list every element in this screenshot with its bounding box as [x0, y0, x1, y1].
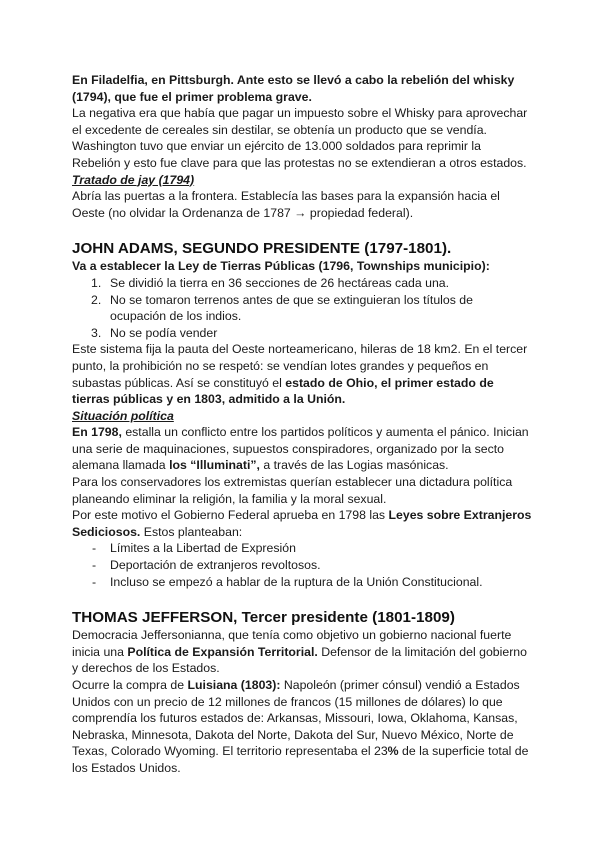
whisky-rebellion-bold: En Filadelfia, en Pittsburgh. Ante esto se llevó a cabo la rebelión del whisky (1794), que fue el primer problema grave.	[72, 73, 515, 104]
louisiana-text-body: Napoleón (primer cónsul) vendió a Estados Unidos con un precio de 12 millones de francos (15 millones de dólares) lo que comprendía los futuros estados de: Arkansas, Missouri, Iowa, Oklahoma, Kansas, Nebraska, Minnesota, Dakota del Norte, Dakota del Sur, Nuevo México, Norte de Texas, Colorado Wyoming. El territorio representaba el 23	[72, 678, 520, 759]
jefferson-heading: THOMAS JEFFERSON, Tercer presidente (1801-1809)	[72, 609, 455, 627]
public-lands-law-heading	[72, 258, 532, 275]
democracy-text-end: Defensor de la limitación del gobierno y derechos de los Estados.	[72, 644, 527, 676]
list-item	[72, 557, 532, 574]
list-number: 3.	[91, 325, 102, 340]
louisiana-text-end: de la superficie total de los Estados Unidos.	[72, 744, 529, 775]
dash-bullet: -	[92, 541, 97, 556]
list-number: 1.	[91, 275, 102, 290]
document-page	[72, 72, 532, 777]
sedition-laws-paragraph	[72, 507, 532, 540]
list-item-text: No se podía vender	[110, 325, 218, 340]
sedition-laws-bold: Leyes sobre Extranjeros Sediciosos.	[72, 508, 532, 539]
democracy-text: Democracia Jeffersonianna, que tenía como objetivo un gobierno nacional fuerte inicia una	[72, 628, 512, 659]
expansion-policy-bold: Política de Expansión Territorial.	[127, 644, 318, 659]
ohio-paragraph	[72, 341, 532, 407]
list-number: 2.	[91, 292, 102, 307]
list-item	[72, 540, 532, 557]
louisiana-purchase-paragraph	[72, 677, 532, 777]
conflict-paragraph	[72, 424, 532, 474]
ohio-text: Este sistema fija la pauta del Oeste norteamericano, hileras de 18 km2. En el tercer punto, la prohibición no se respetó: se vendían lotes grandes y pequeños en subastas públicas. Así se constituyó el	[72, 342, 528, 390]
list-item	[72, 325, 532, 342]
jeffersonian-democracy-paragraph	[72, 627, 532, 677]
list-item-text: Se dividió la tierra en 36 secciones de 26 hectáreas cada una.	[110, 275, 450, 290]
public-lands-list	[72, 275, 532, 341]
list-item	[72, 574, 532, 591]
whisky-rebellion-summary	[72, 72, 532, 105]
jay-treaty-heading: Tratado de jay (1794)	[72, 172, 195, 187]
louisiana-bold: Luisiana (1803):	[187, 678, 281, 692]
list-item-text: Límites a la Libertad de Expresión	[110, 541, 296, 556]
ohio-bold: estado de Ohio, el primer estado de tierras públicas y en 1803, admitido a la Unión.	[72, 375, 494, 407]
conservatives-paragraph: Para los conservadores los extremistas querían establecer una dictadura política planeando eliminar la religión, la familia y la moral sexual.	[72, 475, 513, 506]
percent-bold: %	[387, 744, 399, 759]
whisky-tax-paragraph: La negativa era que había que pagar un impuesto sobre el Whisky para aprovechar el excedente de cereales sin destilar, se obtenía un producto que se vendía. Washington tuvo que enviar un ejército de 13.000 soldados para reprimir la Rebelión y esto fue clave para que las protestas no se extendieran a otros estados.	[72, 106, 528, 170]
jay-treaty-paragraph: Abría las puertas a la frontera. Establecía las bases para la expansión hacia el Oeste (no olvidar la Ordenanza de 1787 → propiedad federal).	[72, 189, 500, 220]
list-item	[72, 275, 532, 292]
louisiana-text: Ocurre la compra de	[72, 678, 188, 692]
illuminati-bold: los “Illuminati”,	[169, 458, 260, 473]
conflict-year-bold: En 1798,	[72, 425, 122, 440]
conflict-text-end: a través de las Logias masónicas.	[259, 458, 449, 473]
sedition-laws-list	[72, 540, 532, 590]
list-item	[72, 292, 532, 325]
sedition-text-end: Estos planteaban:	[140, 524, 243, 539]
political-situation-heading: Situación política	[72, 408, 174, 423]
list-item-text: No se tomaron terrenos antes de que se extinguieran los títulos de ocupación de los indios.	[110, 292, 473, 324]
list-item-text: Deportación de extranjeros revoltosos.	[110, 558, 321, 573]
adams-heading: JOHN ADAMS, SEGUNDO PRESIDENTE (1797-1801).	[72, 240, 452, 258]
dash-bullet: -	[92, 558, 97, 573]
list-item-text: Incluso se empezó a hablar de la ruptura de la Unión Constitucional.	[110, 574, 483, 589]
dash-bullet: -	[92, 574, 97, 589]
conflict-text: estalla un conflicto entre los partidos políticos y aumenta el pánico. Inician una serie de maquinaciones, supuestos conspiradores, organizado por la secto alemana llamada	[72, 425, 529, 473]
sedition-text: Por este motivo el Gobierno Federal aprueba en 1798 las	[72, 508, 389, 523]
public-lands-law-bold: Va a establecer la Ley de Tierras Públicas (1796, Townships municipio):	[72, 259, 490, 274]
